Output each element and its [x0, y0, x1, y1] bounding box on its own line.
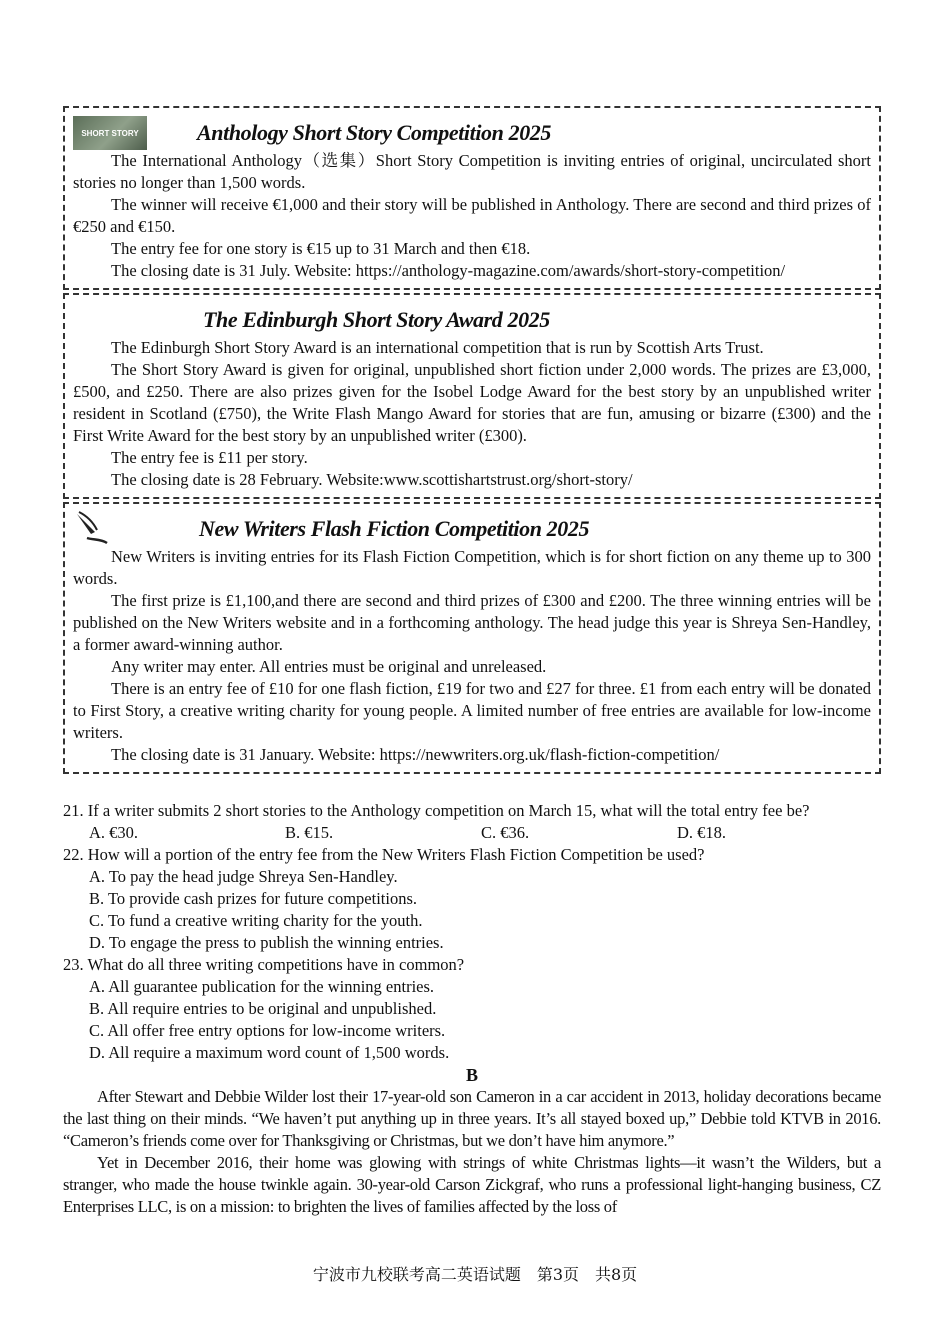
page-footer: 宁波市九校联考高二英语试题 第3页 共8页	[312, 1265, 638, 1284]
edinburgh-para: The Short Story Award is given for original, unpublished short fiction under 2,000 words. The prizes are £3,000, £500, and £250. There are also prizes given for the Isobel Lodge Award for the best story by an unpublished writer resident in Scotland (£750), the Write Flash Mango Award for stories that are fun, amusing or bizarre (£300) and the First Write Award for the best story by an unpublished writer (£300).	[73, 360, 871, 445]
question-22-stem: 22. How will a portion of the entry fee from the New Writers Flash Fiction Competition be used?	[63, 845, 705, 864]
option-b: B. All require entries to be original and unpublished.	[89, 999, 437, 1018]
newwriters-para: Any writer may enter. All entries must be original and unreleased.	[111, 657, 547, 676]
questions	[63, 800, 881, 1064]
option-c: C. To fund a creative writing charity for the youth.	[89, 911, 423, 930]
question-21-stem: 21. If a writer submits 2 short stories to the Anthology competition on March 15, what will the total entry fee be?	[63, 801, 810, 820]
anthology-para: The winner will receive €1,000 and their story will be published in Anthology. There are second and third prizes of €250 and €150.	[73, 195, 871, 236]
edinburgh-title: The Edinburgh Short Story Award 2025	[203, 307, 550, 332]
option-a: A. All guarantee publication for the winning entries.	[89, 977, 435, 996]
option-d: D. €18.	[677, 823, 727, 842]
anthology-para: The entry fee for one story is €15 up to 31 March and then €18.	[111, 239, 531, 258]
question-23-stem: 23. What do all three writing competitions have in common?	[63, 955, 465, 974]
competition-ads	[63, 106, 881, 774]
newwriters-para: New Writers is inviting entries for its Flash Fiction Competition, which is for short fiction on any theme up to 300 words.	[73, 547, 871, 588]
anthology-title: Anthology Short Story Competition 2025	[197, 120, 551, 145]
newwriters-para: The closing date is 31 January. Website: https://newwriters.org.uk/flash-fiction-competition/	[111, 745, 720, 764]
anthology-para: The closing date is 31 July. Website: https://anthology-magazine.com/awards/short-story-competition/	[111, 261, 786, 280]
anthology-box	[63, 106, 881, 290]
option-b: B. To provide cash prizes for future competitions.	[89, 889, 418, 908]
edinburgh-para: The entry fee is £11 per story.	[111, 448, 308, 467]
option-d: D. All require a maximum word count of 1,500 words.	[89, 1043, 450, 1062]
edinburgh-box	[63, 293, 881, 499]
option-a: A. €30.	[89, 823, 139, 842]
newwriters-para: There is an entry fee of £10 for one flash fiction, £19 for two and £27 for three. £1 from each entry will be donated to First Story, a creative writing charity for young people. A limited number of free entries are available for low-income writers.	[73, 679, 871, 742]
anthology-logo: SHORT STORY	[73, 116, 147, 150]
quill-pen-icon	[73, 510, 111, 548]
newwriters-title: New Writers Flash Fiction Competition 2025	[199, 516, 590, 541]
option-a: A. To pay the head judge Shreya Sen-Handley.	[89, 867, 398, 886]
edinburgh-para: The closing date is 28 February. Website:www.scottishartstrust.org/short-story/	[111, 470, 633, 489]
section-b-para: After Stewart and Debbie Wilder lost their 17-year-old son Cameron in a car accident in 2013, holiday decorations became the last thing on their minds. “We haven’t put anything up in three years. It’s all stayed boxed up,” Debbie told KTVB in 2016. “Cameron’s friends come over for Thanksgiving or Christmas, but we don’t have him anymore.”	[63, 1087, 881, 1150]
question-21-options	[63, 822, 881, 844]
newwriters-para: The first prize is £1,100,and there are second and third prizes of £300 and £200. The three winning entries will be published on the New Writers website and in a forthcoming anthology. The head judge this year is Shreya Sen-Handley, a former award-winning author.	[73, 591, 871, 654]
section-b-para: Yet in December 2016, their home was glowing with strings of white Christmas lights—it wasn’t the Wilders, but a stranger, who made the house twinkle again. 30-year-old Carson Zickgraf, who runs a professional light-hanging business, CZ Enterprises LLC, is on a mission: to brighten the lives of families affected by the loss of	[63, 1153, 881, 1216]
anthology-para: The International Anthology（选集）Short Story Competition is inviting entries of original, uncirculated short stories no longer than 1,500 words.	[73, 151, 871, 192]
section-b-heading: B	[465, 1065, 478, 1085]
edinburgh-para: The Edinburgh Short Story Award is an international competition that is run by Scottish Arts Trust.	[111, 338, 764, 357]
option-b: B. €15.	[285, 823, 334, 842]
option-c: C. All offer free entry options for low-income writers.	[89, 1021, 446, 1040]
section-b	[63, 1064, 881, 1218]
option-c: C. €36.	[481, 823, 530, 842]
option-d: D. To engage the press to publish the winning entries.	[89, 933, 444, 952]
newwriters-box	[63, 502, 881, 774]
